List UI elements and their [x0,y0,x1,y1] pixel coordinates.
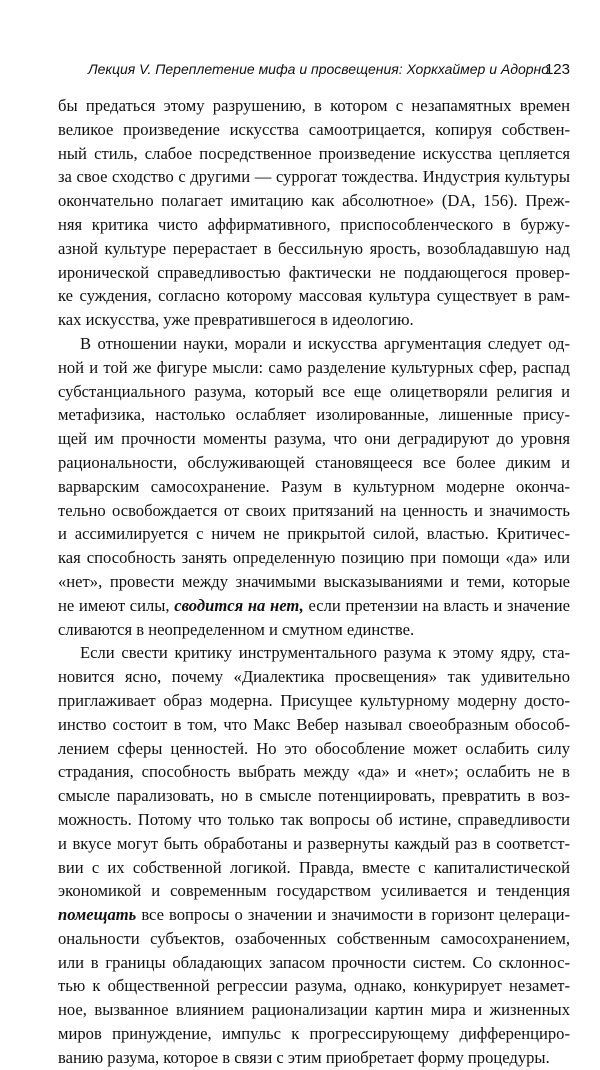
text-line: тельно освобождается от своих притязаний на ценность и значимость [58,500,570,520]
line-segment: все вопросы о значении и значимости в горизонт целераци- [141,905,570,925]
text-line: великое произведение искусства самоотрицается, копируя собствен- [58,119,570,139]
line-segment: если претензии на власть и значение [308,595,571,615]
paragraph-3 [58,641,570,1069]
text-line: экономикой и современным государством усиливается и тенденция [58,881,570,901]
text-line: Если свести критику инструментального разума к этому ядру, ста- [80,643,570,663]
text-line: можность. Потому что только так вопросы об истине, справедливости [58,809,570,829]
text-line: В отношении науки, морали и искусства аргументация следует од- [80,333,570,353]
text-line: метафизика, настолько ослабляет изолированные, лишенные прису- [58,405,570,425]
text-line: ке суждения, согласно которому массовая культура существует в рам- [58,286,570,306]
running-title: Лекция V. Переплетение мифа и просвещения: Хоркхаймер и Адорно [88,61,550,77]
text-line: субстанциального разума, который все еще олицетворяли религия и [58,381,570,401]
paragraph-2 [58,332,570,641]
text-line: варварским самосохранение. Разум в культурном модерне оконча- [58,476,570,496]
text-line: ках искусства, уже превратившегося в идеологию. [58,310,414,330]
text-line: азной культуре перерастает в бессильную ярость, возобладавшую над [58,238,570,258]
page-body [58,94,570,1070]
text-line: няя критика чисто аффирмативного, приспособленческого в буржу- [58,214,570,234]
line-segment: не имеют силы, [58,595,170,615]
text-line: новится ясно, почему «Диалектика просвещения» так удивительно [58,667,570,687]
text-line: приглаживает образ модерна. Присущее культурному модерну досто- [58,690,570,710]
text-line: кая способность занять определенную позицию при помощи «да» или [58,548,570,568]
text-line: миров принуждение, импульс к прогрессирующему дифференциро- [58,1024,570,1044]
text-line: окончательно полагает имитацию как абсолютное» (DA, 156). Преж- [58,191,570,211]
text-line: или в границы обладающих запасом прочности систем. Со склоннос- [58,952,570,972]
text-line: и вкусе могут быть обработаны и развернуты каждый раз в соответст- [58,833,570,853]
running-header [88,61,570,77]
text-line: смысле парализовать, но в смысле потенциировать, превратить в воз- [58,786,570,806]
emphasis-phrase: помещать [58,905,137,925]
text-line [58,903,570,927]
text-line: ное, вызванное влиянием рационализации картин мира и жизненных [58,1000,570,1020]
text-line: и ассимилируется с ничем не прикрытой силой, властью. Критичес- [58,524,570,544]
text-line: иронической справедливостью фактически не поддающегося провер- [58,262,570,282]
text-line: ной и той же фигуре мысли: само разделение культурных сфер, распад [58,357,570,377]
text-line: ванию разума, которое в связи с этим приобретает форму процедуры. [58,1047,550,1067]
text-line: инство состоит в том, что Макс Вебер называл своеобразным обособ- [58,714,570,734]
text-line: сливаются в неопределенном и смутном единстве. [58,619,415,639]
text-line: страдания, способность выбрать между «да» и «нет»; ослабить не в [58,762,570,782]
text-line: лением сферы ценностей. Но это обособление может ослабить силу [58,738,570,758]
text-line: вии с их собственной логикой. Правда, вместе с капиталистической [58,857,570,877]
paragraph-1 [58,94,570,332]
text-line: за свое сходство с другими — суррогат тождества. Индустрия культуры [58,167,570,187]
text-line: щей им прочности моменты разума, что они деградируют до уровня [58,429,570,449]
text-line: рациональности, обслуживающей становящееся все более диким и [58,452,570,472]
text-line [58,594,570,618]
text-line: «нет», провести между значимыми высказываниями и теми, которые [58,571,570,591]
text-line: тью к общественной регрессии разума, однако, конкурирует незамет- [58,976,570,996]
text-line: ональности субъектов, озабоченных собственным самосохранением, [58,928,570,948]
page-number: 123 [544,61,570,78]
emphasis-phrase: сводится на нет, [174,595,304,615]
text-line: бы предаться этому разрушению, в котором с незапамятных времен [58,96,570,115]
text-line: ный стиль, слабое посредственное произведение искусства цепляется [58,143,570,163]
